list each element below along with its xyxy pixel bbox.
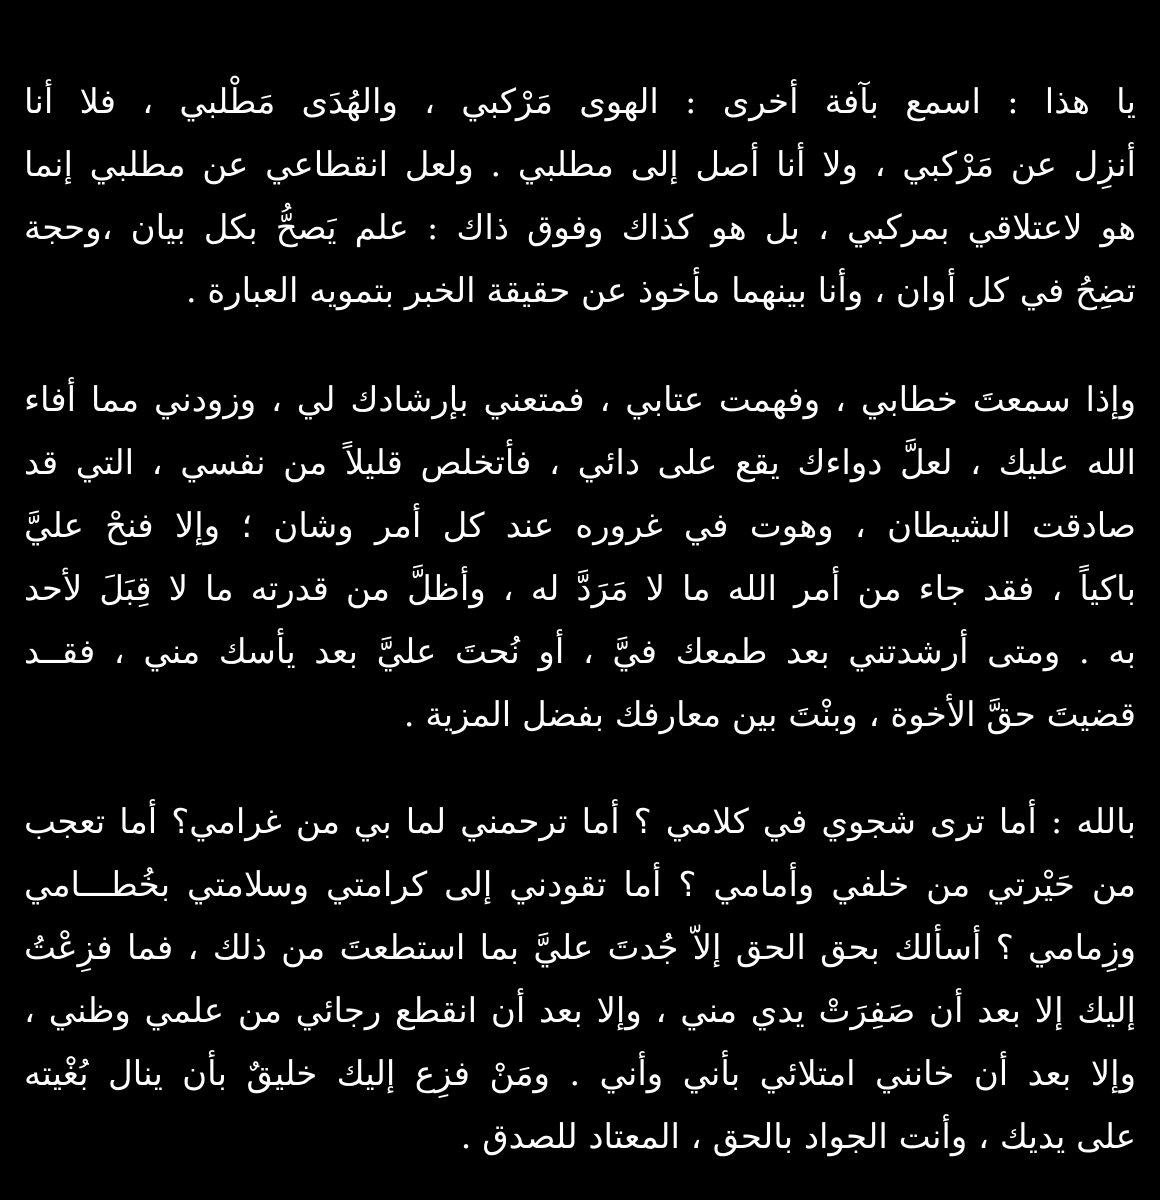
text-line: من حَيْرتي من خلفي وأمامي ؟ أما تقودني إلى كرامتي وسلامتي بخُطـــامي — [24, 865, 1136, 905]
text-line: وإلا بعد أن خانني امتلائي بأني وأني . ومَنْ فزِع إليك خليقٌ بأن ينال بُغْيته — [24, 1054, 1136, 1094]
text-line: به . ومتى أرشدتني بعد طمعك فيَّ ، أو نُحتَ عليَّ بعد يأسك مني ، فقــد — [24, 632, 1136, 672]
text-line: وزِمامي ؟ أسألك بحق الحق إلاّ جُدتَ عليَّ بما استطعتَ من ذلك ، فما فزِعْتُ — [24, 928, 1136, 968]
text-line: بالله : أما ترى شجوي في كلامي ؟ أما ترحمني لما بي من غرامي؟ أما تعجب — [24, 802, 1136, 842]
text-line: على يديك ، وأنت الجواد بالحق ، المعتاد للصدق . — [460, 1117, 1136, 1157]
text-line: وإذا سمعتَ خطابي ، وفهمت عتابي ، فمتعني بإرشادك لي ، وزودني مما أفاء — [24, 380, 1136, 420]
text-line: قضيتَ حقَّ الأخوة ، وبنْتَ بين معارفك بفضل المزية . — [403, 695, 1136, 735]
text-line: صادقت الشيطان ، وهوت في غروره عند كل أمر وشان ؛ وإلا فنحْ عليَّ — [24, 506, 1136, 546]
text-line: الله عليك ، لعلَّ دواءك يقع على دائي ، فأتخلص قليلاً من نفسي ، التي قد — [24, 443, 1136, 483]
text-line: هو لاعتلاقي بمركبي ، بل هو كذاك وفوق ذاك : علم يَصحُّ بكل بيان ،وحجة — [24, 208, 1136, 248]
text-line: باكياً ، فقد جاء من أمر الله ما لا مَرَدَّ له ، وأظلَّ من قدرته ما لا قِبَلَ لأحد — [24, 569, 1136, 609]
text-line: أنزِل عن مَرْكبي ، ولا أنا أصل إلى مطلبي . ولعل انقطاعي عن مطلبي إنما — [24, 145, 1136, 185]
text-line: تضِحُ في كل أوان ، وأنا بينهما مأخوذ عن حقيقة الخبر بتمويه العبارة . — [185, 271, 1136, 311]
text-line: إليك إلا بعد أن صَفِرَتْ يدي مني ، وإلا بعد أن انقطع رجائي من علمي وظني ، — [24, 991, 1136, 1031]
text-line: يا هذا : اسمع بآفة أخرى : الهوى مَرْكبي ، والهُدَى مَطْلبي ، فلا أنا — [24, 82, 1136, 122]
